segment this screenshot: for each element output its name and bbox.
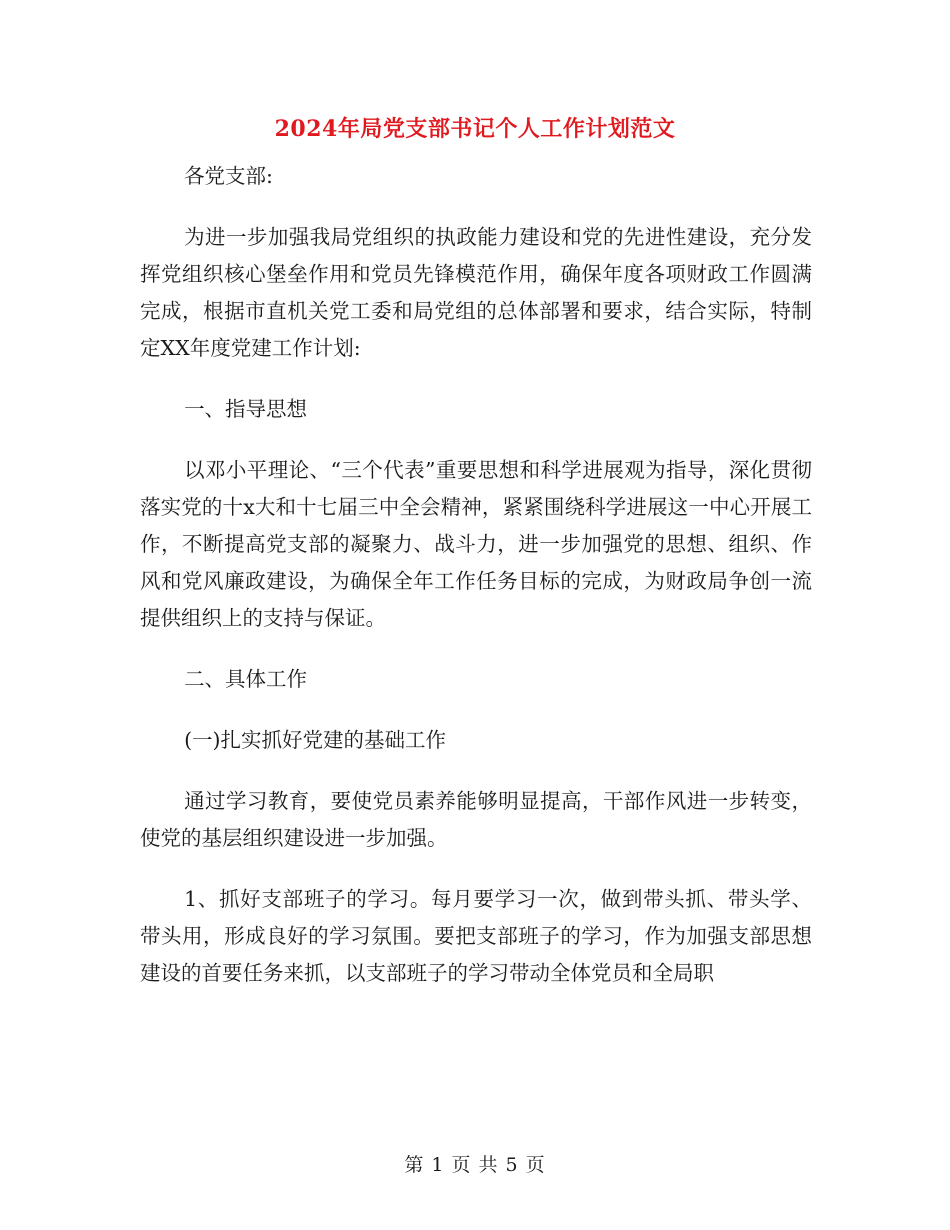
section-heading-specific-work: 二、具体工作 [184, 667, 308, 691]
section-heading-guiding-ideology: 一、指导思想 [184, 397, 308, 421]
subsection-heading-basic-work: (一)扎实抓好党建的基础工作 [184, 728, 447, 752]
salutation: 各党支部: [184, 164, 273, 188]
basic-work-paragraph: 通过学习教育，要使党员素养能够明显提高，干部作风进一步转变，使党的基层组织建设进一步加强。 [140, 789, 812, 850]
item-1-paragraph: 1、抓好支部班子的学习。每月要学习一次，做到带头抓、带头学、带头用，形成良好的学习氛围。要把支部班子的学习，作为加强支部思想建设的首要任务来抓，以支部班子的学习带动全体党员和全局职 [140, 887, 812, 985]
guiding-ideology-paragraph: 以邓小平理论、“三个代表”重要思想和科学进展观为指导，深化贯彻落实党的十x大和十七届三中全会精神，紧紧围绕科学进展这一中心开展工作，不断提高党支部的凝聚力、战斗力，进一步加强党的思想、组织、作风和党风廉政建设，为确保全年工作任务目标的完成，为财政局争创一流提供组织上的支持与保证。 [140, 458, 812, 630]
page-number-footer: 第 1 页 共 5 页 [404, 1154, 546, 1176]
document-body [140, 158, 812, 1016]
document-title: 2024年局党支部书记个人工作计划范文 [274, 116, 676, 142]
intro-paragraph: 为进一步加强我局党组织的执政能力建设和党的先进性建设，充分发挥党组织核心堡垒作用和党员先锋模范作用，确保年度各项财政工作圆满完成，根据市直机关党工委和局党组的总体部署和要求，结合实际，特制定XX年度党建工作计划: [140, 225, 812, 360]
